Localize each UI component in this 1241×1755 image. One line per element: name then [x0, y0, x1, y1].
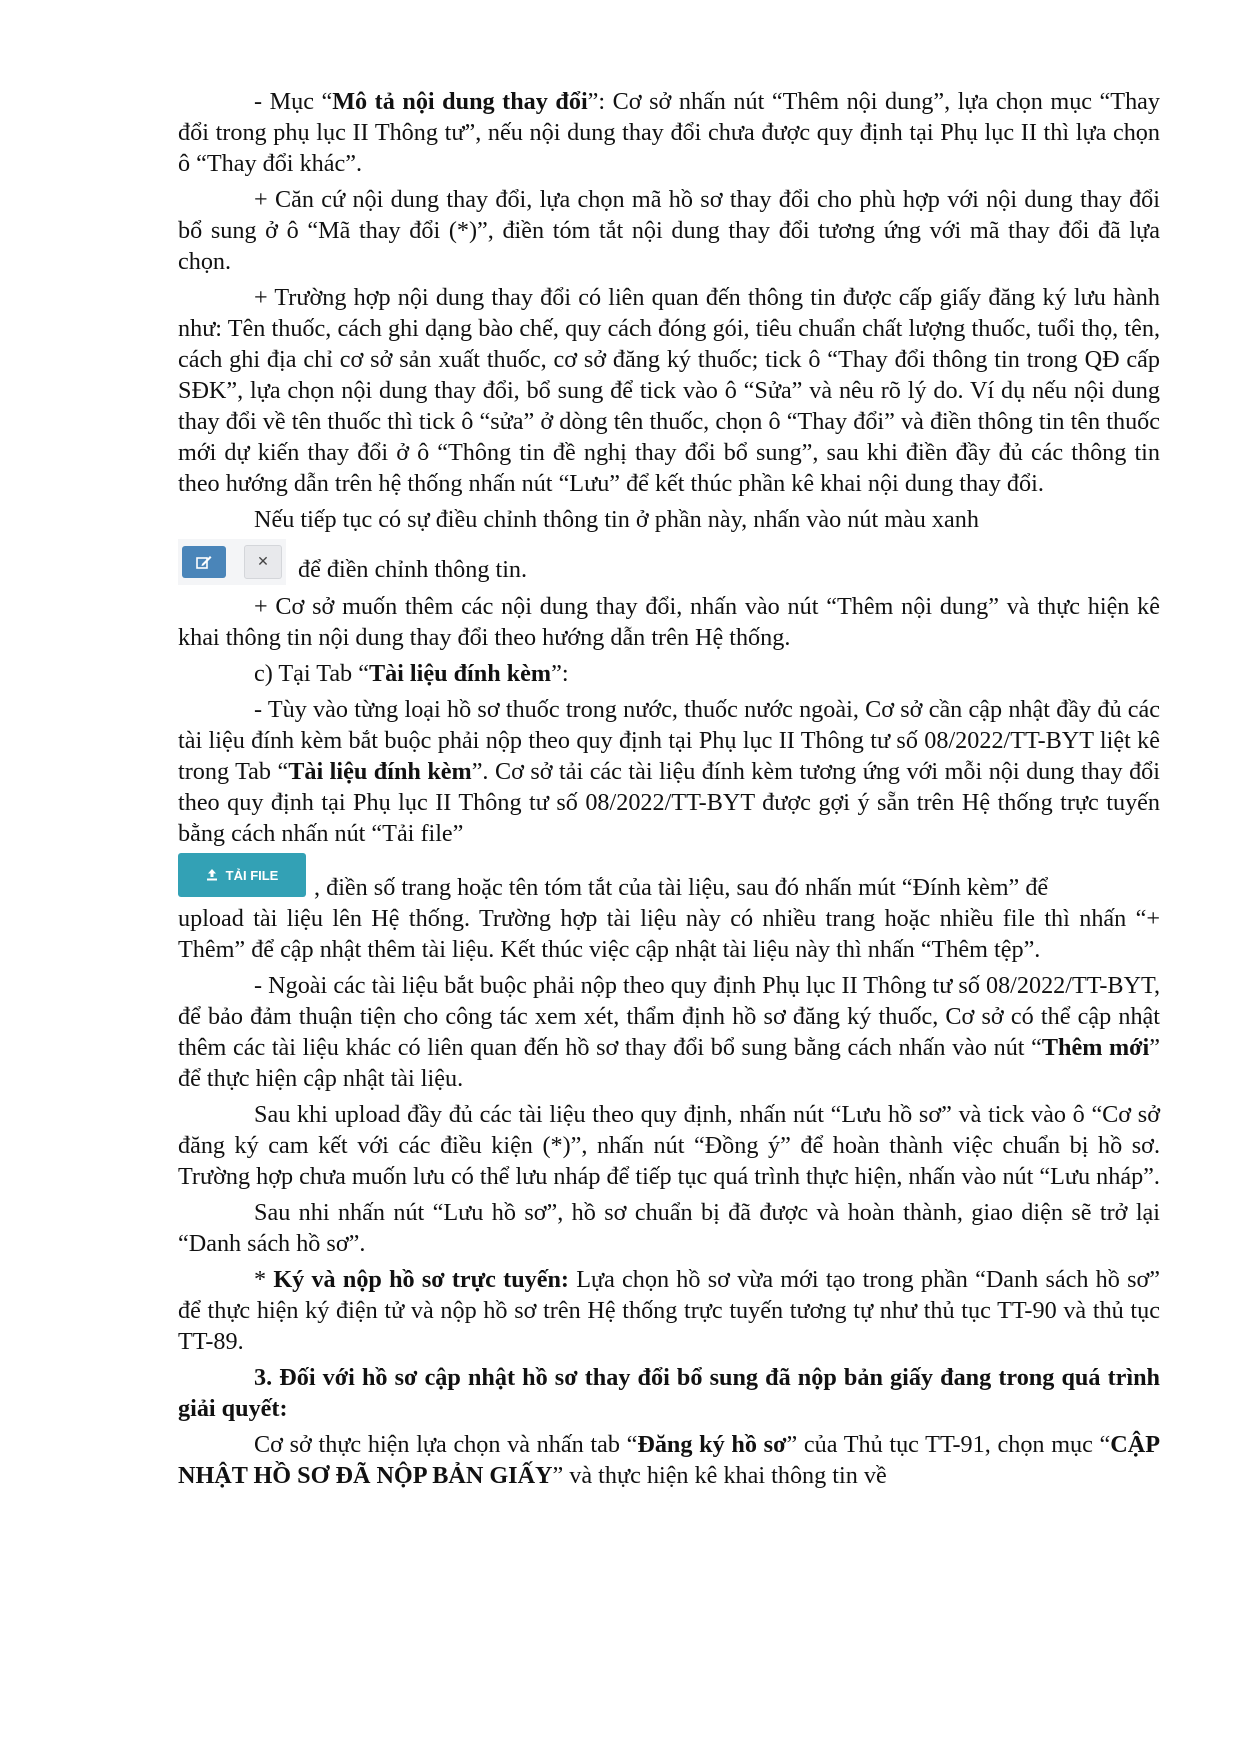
- paragraph: - Tùy vào từng loại hồ sơ thuốc trong nước, thuốc nước ngoài, Cơ sở cần cập nhật đầy đủ các tài liệu đính kèm bắt buộc phải nộp theo quy định tại Phụ lục II Thông tư số 08/2022/TT-BYT liệt kê trong Tab “Tài liệu đính kèm”. Cơ sở tải các tài liệu đính kèm tương ứng với mỗi nội dung thay đổi theo quy định tại Phụ lục II Thông tư số 08/2022/TT-BYT được gợi ý sẵn trên Hệ thống trực tuyến bằng cách nhấn nút “Tải file”: [178, 696, 1160, 847]
- paragraph: * Ký và nộp hồ sơ trực tuyến: Lựa chọn hồ sơ vừa mới tạo trong phần “Danh sách hồ sơ” để thực hiện ký điện tử và nộp hồ sơ trên Hệ thống trực tuyến tương tự như thủ tục TT-90 và thủ tục TT-89.: [178, 1266, 1161, 1355]
- edit-buttons-row: [178, 537, 1160, 585]
- paragraph: + Cơ sở muốn thêm các nội dung thay đổi, nhấn vào nút “Thêm nội dung” và thực hiện kê khai thông tin nội dung thay đổi theo hướng dẫn trên Hệ thống.: [178, 593, 1160, 651]
- document-page: [178, 86, 1160, 1496]
- paragraph: Cơ sở thực hiện lựa chọn và nhấn tab “Đăng ký hồ sơ” của Thủ tục TT-91, chọn mục “CẬP NHẬT HỒ SƠ ĐÃ NỘP BẢN GIẤY” và thực hiện kê khai thông tin về: [178, 1431, 1160, 1489]
- upload-row: [178, 849, 1160, 903]
- paragraph-continuation: , điền số trang hoặc tên tóm tắt của tài liệu, sau đó nhấn mút “Đính kèm” để: [314, 874, 1049, 901]
- edit-icon: [196, 555, 212, 569]
- upload-file-button[interactable]: [178, 853, 306, 897]
- paragraph: + Căn cứ nội dung thay đổi, lựa chọn mã hồ sơ thay đổi cho phù hợp với nội dung thay đổi bổ sung ở ô “Mã thay đổi (*)”, điền tóm tắt nội dung thay đổi tương ứng với mã thay đổi đã lựa chọn.: [178, 186, 1160, 275]
- upload-icon: [206, 869, 218, 881]
- close-icon: ✕: [257, 553, 269, 570]
- paragraph: Sau nhi nhấn nút “Lưu hồ sơ”, hồ sơ chuẩn bị đã được và hoàn thành, giao diện sẽ trở lại “Danh sách hồ sơ”.: [178, 1199, 1160, 1257]
- edit-button-group: [178, 539, 286, 585]
- paragraph: - Mục “Mô tả nội dung thay đổi”: Cơ sở nhấn nút “Thêm nội dung”, lựa chọn mục “Thay đổi trong phụ lục II Thông tư”, nếu nội dung thay đổi chưa được quy định tại Phụ lục II thì lựa chọn ô “Thay đổi khác”.: [178, 88, 1160, 177]
- paragraph-continuation: để điền chỉnh thông tin.: [298, 556, 528, 583]
- upload-button-label: TẢI FILE: [225, 867, 279, 883]
- paragraph: + Trường hợp nội dung thay đổi có liên quan đến thông tin được cấp giấy đăng ký lưu hành như: Tên thuốc, cách ghi dạng bào chế, quy cách đóng gói, tiêu chuẩn chất lượng thuốc, tuổi thọ, tên, cách ghi địa chỉ cơ sở sản xuất thuốc, cơ sở đăng ký thuốc; tick ô “Thay đổi thông tin trong QĐ cấp SĐK”, lựa chọn nội dung thay đổi, bổ sung để tick vào ô “Sửa” và nêu rõ lý do. Ví dụ nếu nội dung thay đổi về tên thuốc thì tick ô “sửa” ở dòng tên thuốc, chọn ô “Thay đổi” và điền thông tin tên thuốc mới dự kiến thay đổi ở ô “Thông tin đề nghị thay đổi bổ sung”, sau khi điền đầy đủ các thông tin theo hướng dẫn trên hệ thống nhấn nút “Lưu” để kết thúc phần kê khai nội dung thay đổi.: [178, 284, 1160, 497]
- paragraph: - Ngoài các tài liệu bắt buộc phải nộp theo quy định Phụ lục II Thông tư số 08/2022/TT-BYT, để bảo đảm thuận tiện cho công tác xem xét, thẩm định hồ sơ đăng ký thuốc, Cơ sở có thể cập nhật thêm các tài liệu khác có liên quan đến hồ sơ thay đổi bổ sung bằng cách nhấn vào nút “Thêm mới” để thực hiện cập nhật tài liệu.: [178, 972, 1161, 1092]
- paragraph: Nếu tiếp tục có sự điều chỉnh thông tin ở phần này, nhấn vào nút màu xanh: [254, 506, 979, 533]
- paragraph: Sau khi upload đầy đủ các tài liệu theo quy định, nhấn nút “Lưu hồ sơ” và tick vào ô “Cơ sở đăng ký cam kết với các điều kiện (*)”, nhấn nút “Đồng ý” để hoàn thành việc chuẩn bị hồ sơ. Trường hợp chưa muốn lưu có thể lưu nháp để tiếp tục quá trình thực hiện, nhấn vào nút “Lưu nháp”.: [178, 1101, 1160, 1190]
- paragraph: upload tài liệu lên Hệ thống. Trường hợp tài liệu này có nhiều trang hoặc nhiều file thì nhấn “+ Thêm” để cập nhật thêm tài liệu. Kết thúc việc cập nhật tài liệu này thì nhấn “Thêm tệp”.: [178, 905, 1160, 963]
- edit-button[interactable]: [182, 546, 226, 578]
- paragraph: c) Tại Tab “Tài liệu đính kèm”:: [254, 660, 569, 687]
- close-button[interactable]: [244, 545, 282, 579]
- section-heading: 3. Đối với hồ sơ cập nhật hồ sơ thay đổi bổ sung đã nộp bản giấy đang trong quá trình giải quyết:: [178, 1364, 1160, 1422]
